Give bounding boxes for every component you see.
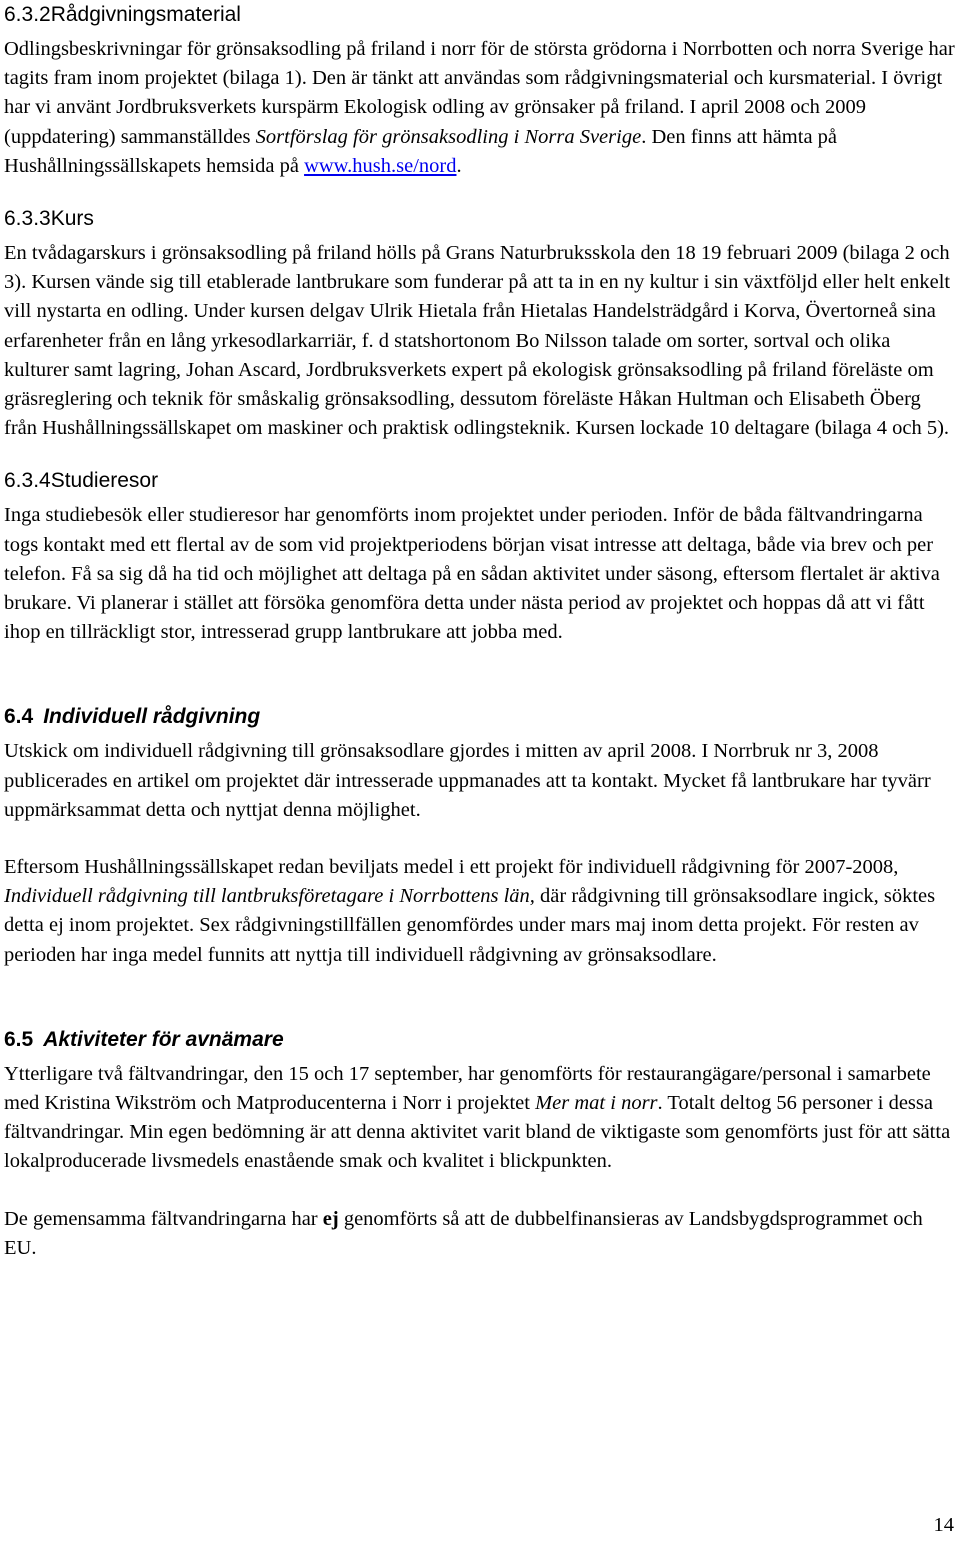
paragraph-634: Inga studiebesök eller studieresor har genomförts inom projektet under perioden. Inför de båda fältvandringarna togs kontakt med ett flertal av de som vid projektperiodens början visat intresse att deltaga, både via brev och per telefon. Få sa sig då ha tid och möjlighet att deltaga på en sådan aktivitet under säsong, eftersom flertalet är aktiva brukare. Vi planerar i stället att försöka genomföra detta under nästa period av projektet och hoppas då att vi fått ihop en tillräckligt stor, intresserad grupp lantbrukare att jobba med. [4,504,940,644]
italic-project-name: Mer mat i norr [535,1092,658,1115]
heading-633: 6.3.3Kurs [4,207,94,231]
paragraph-65-1 [4,1060,958,1177]
heading-65 [4,1026,958,1054]
text-run: . [456,154,462,177]
italic-title-sortforslag: Sortförslag för grönsaksodling i Norra Sverige [255,125,642,148]
link-hush-nord[interactable]: www.hush.se/nord [304,154,457,177]
paragraph-632 [4,35,958,181]
heading-64-title: Individuell rådgivning [43,705,261,729]
text-run: . Den finns att hämta på Hushållningssällskapets hemsida på [4,125,838,177]
page-number: 14 [933,1514,954,1536]
heading-64 [4,703,958,731]
text-run: Ytterligare två fältvandringar, den 15 och 17 september, har genomförts för restaurangägare/personal i samarbete med Kristina Wikström och Matproducenterna i Norr i projektet [4,1062,931,1115]
italic-title-project: Individuell rådgivning till lantbruksföretagare i Norrbottens län, [4,885,535,908]
document-page [4,0,958,1263]
text-run: De gemensamma fältvandringarna har [4,1207,323,1230]
heading-64-number: 6.4 [4,705,34,729]
text-run: Odlingsbeskrivningar för grönsaksodling på friland i norr för de största grödorna i Norrbotten och norra Sverige har tagits fram inom projektet (bilaga 1). Den är tänkt att användas som rådgivningsmaterial och kursmaterial. I övrigt har vi använt Jordbruksverkets kurspärm Ekologisk odling av grönsaker på friland. I april 2008 och 2009 (uppdatering) sammanställdes [4,38,955,148]
text-run: . Totalt deltog 56 personer i dessa fältvandringar. Min egen bedömning är att denna aktivitet varit bland de viktigaste som genomförts just för att sätta lokalproducerade livsmedels enastående smak och kvalitet i blickpunkten. [4,1092,951,1173]
text-run: där rådgivning till grönsaksodlare ingick, söktes detta ej inom projektet. Sex rådgivningstillfällen genomfördes under mars maj inom detta projekt. För resten av perioden har inga medel funnits att nyttja till individuell rådgivning av grönsaksodlare. [4,885,936,966]
paragraph-633: En tvådagarskurs i grönsaksodling på friland hölls på Grans Naturbruksskola den 18 19 februari 2009 (bilaga 2 och 3). Kursen vände sig till etablerade lantbrukare som funderar på att ta in en ny kultur i sin växtföljd eller helt enkelt vill nystarta en odling. Under kursen delgav Ulrik Hietala från Hietalas Handelsträdgård i Korva, Övertorneå sina erfarenheter från en lång yrkesodlarkarriär, f. d statshortonom Bo Nilsson talade om sorter, sortval och olika kulturer samt lagring, Johan Ascard, Jordbruksverkets expert på ekologisk grönsaksodling på friland föreläste om gräsreglering och teknik för småskalig grönsaksodling, dessutom föreläste Håkan Hultman och Elisabeth Öberg från Hushållningssällskapet om maskiner och praktisk odlingsteknik. Kursen lockade 10 deltagare (bilaga 4 och 5). [4,242,951,440]
paragraph-64-2 [4,853,958,970]
paragraph-65-2 [4,1205,958,1263]
paragraph-64-1: Utskick om individuell rådgivning till grönsaksodlare gjordes i mitten av april 2008. I Norrbruk nr 3, 2008 publicerades en artikel om projektet där intresserade uppmanades att ta kontakt. Mycket få lantbrukare har tyvärr uppmärksammat detta och nyttjat denna möjlighet. [4,740,931,821]
heading-65-number: 6.5 [4,1027,34,1051]
bold-ej: ej [322,1207,339,1230]
heading-634: 6.3.4Studieresor [4,469,159,493]
text-run: Eftersom Hushållningssällskapet redan beviljats medel i ett projekt för individuell rådgivning för 2007-2008, [4,856,899,879]
heading-632: 6.3.2Rådgivningsmaterial [4,3,241,26]
text-run: genomförts så att de dubbelfinansieras av Landsbygdsprogrammet och EU. [4,1207,923,1259]
heading-65-title: Aktiviteter för avnämare [43,1027,284,1051]
